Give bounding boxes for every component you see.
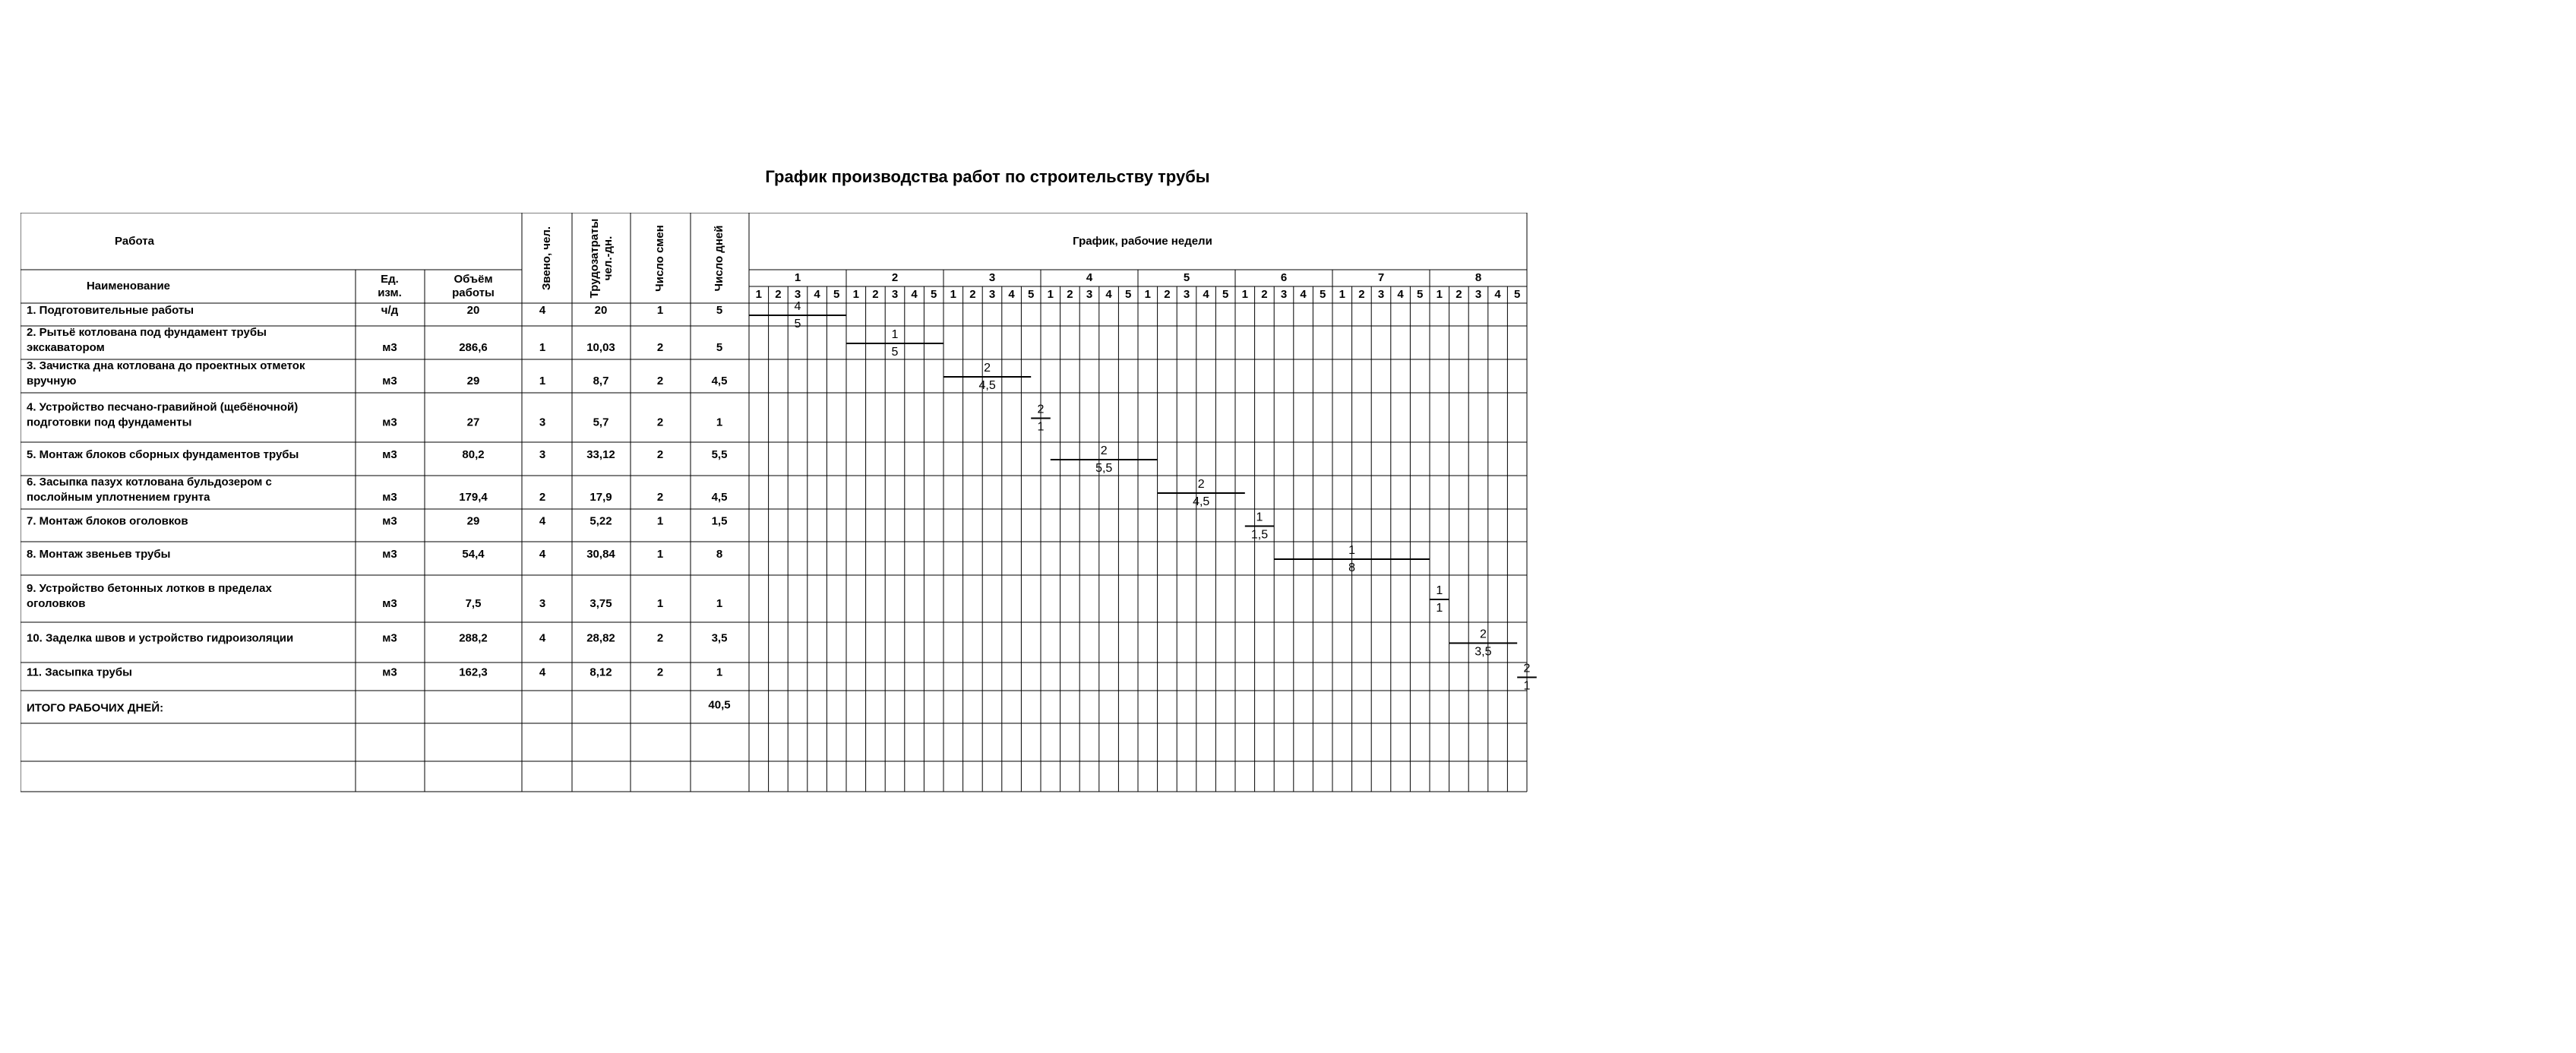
gantt-bar-crew: 1 xyxy=(1256,511,1263,524)
day-number: 1 xyxy=(1436,287,1443,301)
row-name: 2. Рытьё котлована под фундамент трубы xyxy=(27,325,267,339)
day-number: 5 xyxy=(1028,287,1035,301)
row-name: 9. Устройство бетонных лотков в пределах xyxy=(27,581,272,595)
week-number: 8 xyxy=(1474,270,1482,284)
row-shifts: 1 xyxy=(656,547,664,561)
gantt-bar-duration: 5 xyxy=(794,318,801,331)
gantt-bar-crew: 1 xyxy=(1348,544,1356,558)
row-unit: м3 xyxy=(382,514,397,528)
gantt-bar-crew: 2 xyxy=(1037,403,1045,416)
gantt-bar-duration: 5 xyxy=(891,346,899,359)
header-name: Наименование xyxy=(86,279,171,292)
row-volume: 54,4 xyxy=(462,547,485,561)
row-unit: м3 xyxy=(382,547,397,561)
day-number: 5 xyxy=(833,287,840,301)
day-number: 3 xyxy=(1474,287,1482,301)
day-number: 5 xyxy=(1222,287,1229,301)
row-unit: м3 xyxy=(382,596,397,610)
row-crew: 4 xyxy=(539,631,546,645)
row-unit: м3 xyxy=(382,340,397,354)
gantt-bar-crew: 2 xyxy=(984,362,991,375)
gantt-bar-crew: 2 xyxy=(1479,628,1487,641)
header-shifts: Число смен xyxy=(653,225,666,292)
gantt-bar-crew: 2 xyxy=(1523,662,1531,675)
row-name: 11. Засыпка трубы xyxy=(27,666,132,679)
day-number: 4 xyxy=(814,287,820,301)
week-number: 5 xyxy=(1183,270,1190,284)
day-number: 2 xyxy=(775,287,782,301)
week-number: 1 xyxy=(794,270,801,284)
header-work: Работа xyxy=(115,234,154,248)
row-unit: м3 xyxy=(382,416,397,429)
gantt-bar-duration: 1 xyxy=(1436,602,1443,615)
row-name: 1. Подготовительные работы xyxy=(27,303,194,317)
row-shifts: 2 xyxy=(656,490,664,504)
row-crew: 3 xyxy=(539,447,546,461)
row-volume: 27 xyxy=(466,416,480,429)
row-shifts: 2 xyxy=(656,374,664,387)
row-labor: 10,03 xyxy=(586,340,615,354)
gantt-bar-crew: 1 xyxy=(1436,584,1443,598)
day-number: 2 xyxy=(1164,287,1171,301)
day-number: 3 xyxy=(1086,287,1093,301)
gantt-bar-duration: 4,5 xyxy=(978,379,996,393)
row-labor: 3,75 xyxy=(589,596,612,610)
row-days: 8 xyxy=(716,547,723,561)
row-crew: 1 xyxy=(539,340,546,354)
row-days: 4,5 xyxy=(711,490,728,504)
row-crew: 4 xyxy=(539,514,546,528)
day-number: 5 xyxy=(1320,287,1326,301)
row-crew: 2 xyxy=(539,490,546,504)
gantt-bar-crew: 1 xyxy=(891,328,899,342)
gantt-bar-duration: 3,5 xyxy=(1474,645,1492,659)
row-volume: 29 xyxy=(466,374,480,387)
day-number: 4 xyxy=(1397,287,1404,301)
day-number: 4 xyxy=(1494,287,1501,301)
week-number: 6 xyxy=(1280,270,1288,284)
header-crew: Звено, чел. xyxy=(539,226,553,291)
row-name: 7. Монтаж блоков оголовков xyxy=(27,514,188,528)
day-number: 2 xyxy=(1261,287,1268,301)
gantt-bar-duration: 1,5 xyxy=(1250,528,1269,542)
header-schedule: График, рабочие недели xyxy=(1073,234,1212,248)
total-days: 40,5 xyxy=(708,698,731,712)
row-labor: 5,7 xyxy=(593,416,609,429)
row-days: 3,5 xyxy=(711,631,728,645)
day-number: 3 xyxy=(891,287,899,301)
row-name: 4. Устройство песчано-гравийной (щебёночной) xyxy=(27,400,299,414)
row-crew: 4 xyxy=(539,547,546,561)
day-number: 3 xyxy=(1377,287,1385,301)
day-number: 5 xyxy=(1417,287,1424,301)
row-shifts: 2 xyxy=(656,447,664,461)
row-shifts: 1 xyxy=(656,596,664,610)
header-unit: Ед. xyxy=(381,272,399,286)
day-number: 5 xyxy=(1125,287,1132,301)
table-text xyxy=(27,219,1520,715)
row-labor: 8,7 xyxy=(593,374,609,387)
row-volume: 29 xyxy=(466,514,480,528)
day-number: 1 xyxy=(1241,287,1248,301)
row-labor: 17,9 xyxy=(589,490,612,504)
row-crew: 1 xyxy=(539,374,546,387)
day-number: 1 xyxy=(755,287,762,301)
day-number: 5 xyxy=(1514,287,1521,301)
row-days: 5,5 xyxy=(711,447,728,461)
schedule-table xyxy=(21,213,1540,798)
header-days: Число дней xyxy=(712,225,725,292)
day-number: 2 xyxy=(1456,287,1462,301)
day-number: 2 xyxy=(872,287,879,301)
week-number: 3 xyxy=(988,270,996,284)
row-name: подготовки под фундаменты xyxy=(27,416,192,429)
row-labor: 5,22 xyxy=(589,514,612,528)
gantt-bar-duration: 5,5 xyxy=(1095,462,1113,476)
day-number: 2 xyxy=(1067,287,1073,301)
day-number: 1 xyxy=(1047,287,1054,301)
row-unit: ч/д xyxy=(381,303,399,317)
row-shifts: 1 xyxy=(656,514,664,528)
day-number: 3 xyxy=(988,287,996,301)
row-volume: 286,6 xyxy=(459,340,488,354)
row-name: 5. Монтаж блоков сборных фундаментов трубы xyxy=(27,447,299,461)
row-labor: 28,82 xyxy=(586,631,615,645)
row-name: 6. Засыпка пазух котлована бульдозером с xyxy=(27,475,272,489)
gantt-bar-duration: 4,5 xyxy=(1193,495,1210,509)
row-days: 4,5 xyxy=(711,374,728,387)
row-crew: 4 xyxy=(539,303,546,317)
row-name: вручную xyxy=(27,374,77,387)
row-name: экскаватором xyxy=(27,340,105,354)
header-volume: работы xyxy=(452,286,495,299)
week-number: 2 xyxy=(891,270,899,284)
row-days: 1 xyxy=(716,666,723,679)
row-shifts: 2 xyxy=(656,631,664,645)
row-labor: 20 xyxy=(594,303,608,317)
row-shifts: 2 xyxy=(656,340,664,354)
day-number: 4 xyxy=(911,287,918,301)
gantt-bar-crew: 4 xyxy=(794,300,801,314)
row-shifts: 2 xyxy=(656,666,664,679)
row-unit: м3 xyxy=(382,490,397,504)
row-unit: м3 xyxy=(382,447,397,461)
day-number: 1 xyxy=(950,287,956,301)
row-volume: 80,2 xyxy=(462,447,485,461)
row-unit: м3 xyxy=(382,666,397,679)
row-labor: 30,84 xyxy=(586,547,615,561)
header-volume: Объём xyxy=(454,272,493,286)
row-labor: 33,12 xyxy=(586,447,615,461)
day-number: 3 xyxy=(1183,287,1190,301)
day-number: 3 xyxy=(1280,287,1288,301)
gantt-bar-duration: 8 xyxy=(1348,561,1356,575)
total-label: ИТОГО РАБОЧИХ ДНЕЙ: xyxy=(27,701,164,715)
row-volume: 7,5 xyxy=(465,596,482,610)
header-labor: чел.-дн. xyxy=(601,236,615,281)
week-number: 4 xyxy=(1086,270,1093,284)
row-volume: 179,4 xyxy=(459,490,488,504)
gantt-bar-crew: 2 xyxy=(1100,444,1108,458)
day-number: 4 xyxy=(1300,287,1307,301)
row-name: послойным уплотнением грунта xyxy=(27,490,210,504)
day-number: 5 xyxy=(931,287,937,301)
row-days: 5 xyxy=(716,340,723,354)
row-name: 8. Монтаж звеньев трубы xyxy=(27,547,171,561)
row-name: 3. Зачистка дна котлована до проектных отметок xyxy=(27,359,305,372)
row-days: 5 xyxy=(716,303,723,317)
day-number: 4 xyxy=(1105,287,1112,301)
row-name: оголовков xyxy=(27,596,86,610)
row-labor: 8,12 xyxy=(589,666,612,679)
row-days: 1 xyxy=(716,416,723,429)
day-number: 1 xyxy=(1144,287,1151,301)
gantt-bar-duration: 1 xyxy=(1523,679,1531,693)
gantt-bar-duration: 1 xyxy=(1037,420,1045,434)
row-volume: 20 xyxy=(466,303,480,317)
header-unit: изм. xyxy=(378,286,402,299)
gantt-bar-crew: 2 xyxy=(1197,478,1205,492)
row-crew: 4 xyxy=(539,666,546,679)
day-number: 2 xyxy=(969,287,976,301)
row-unit: м3 xyxy=(382,631,397,645)
row-crew: 3 xyxy=(539,416,546,429)
day-number: 1 xyxy=(1339,287,1345,301)
week-number: 7 xyxy=(1377,270,1385,284)
row-shifts: 1 xyxy=(656,303,664,317)
page-title: График производства работ по строительству трубы xyxy=(765,167,1210,186)
day-number: 4 xyxy=(1008,287,1015,301)
day-number: 1 xyxy=(852,287,859,301)
row-volume: 162,3 xyxy=(459,666,488,679)
row-name: 10. Заделка швов и устройство гидроизоляции xyxy=(27,631,294,645)
row-shifts: 2 xyxy=(656,416,664,429)
row-crew: 3 xyxy=(539,596,546,610)
row-unit: м3 xyxy=(382,374,397,387)
day-number: 2 xyxy=(1358,287,1365,301)
row-volume: 288,2 xyxy=(459,631,488,645)
row-days: 1,5 xyxy=(711,514,728,528)
day-number: 4 xyxy=(1203,287,1209,301)
row-days: 1 xyxy=(716,596,723,610)
header-labor: Трудозатраты xyxy=(587,218,601,299)
day-number: 3 xyxy=(794,287,801,301)
